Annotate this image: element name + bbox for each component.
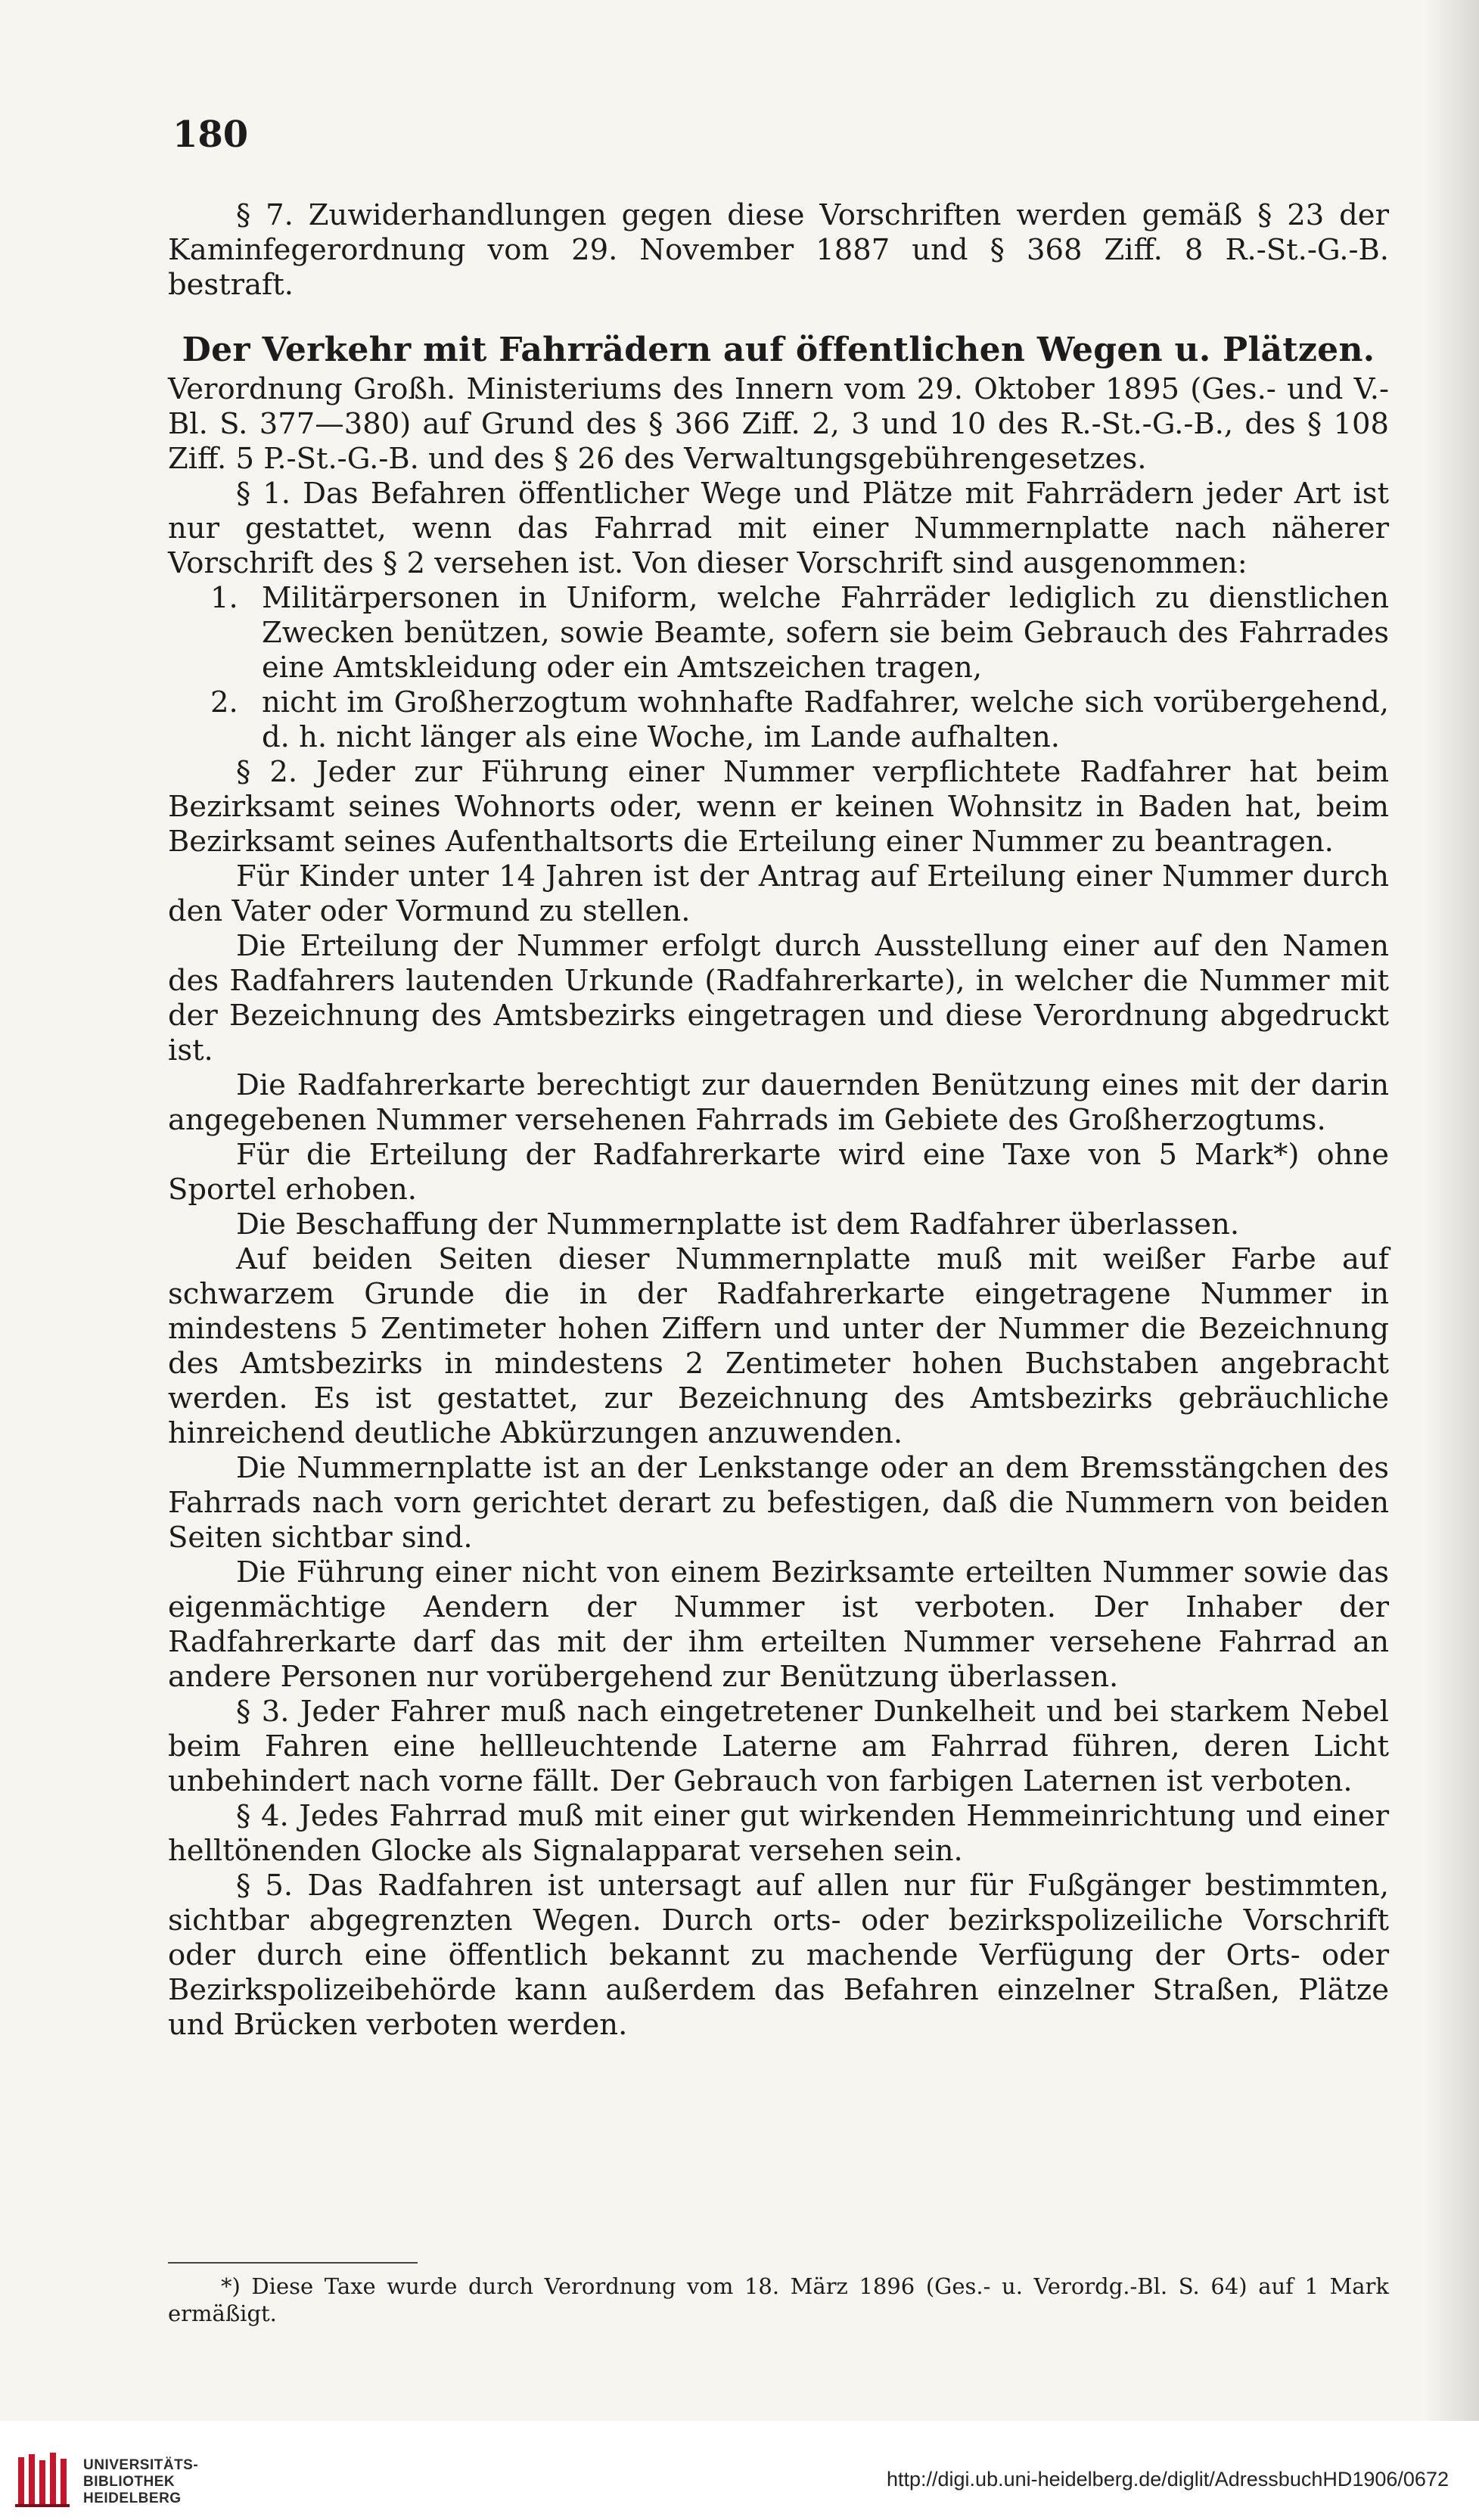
logo-line: BIBLIOTHEK [83,2474,176,2490]
list-item-text: nicht im Großherzogtum wohnhafte Radfahrer, welche sich vorübergehend, d. h. nicht länger als eine Woche, im Lande aufhalten. [262,685,1389,754]
paragraph-s4: § 4. Jedes Fahrrad muß mit einer gut wirkenden Hemmeinrichtung und einer helltönenden Glocke als Signalapparat versehen sein. [168,1799,1389,1868]
page-body [168,198,1389,2043]
paragraph-s1: § 1. Das Befahren öffentlicher Wege und Plätze mit Fahrrädern jeder Art ist nur gestattet, wenn das Fahrrad mit einer Nummernplatte nach näherer Vorschrift des § 2 versehen ist. Von dieser Vorschrift sind ausgenommen: [168,477,1389,580]
footnote-rule [168,2262,418,2264]
paragraph-s2-plate-mounting: Die Nummernplatte ist an der Lenkstange oder an dem Bremsstängchen des Fahrrads nach vorn gerichtet derart zu befestigen, daß die Nummern von beiden Seiten sichtbar sind. [168,1451,1389,1555]
logo-line: UNIVERSITÄTS- [83,2457,199,2473]
exemption-list [168,581,1389,755]
paragraph-s3: § 3. Jeder Fahrer muß nach eingetretener Dunkelheit und bei starkem Nebel beim Fahren eine hellleuchtende Laterne am Fahrrad führen, deren Licht unbehindert nach vorne fällt. Der Gebrauch von farbigen Laternen ist verboten. [168,1695,1389,1798]
paragraph-s2-plate-lettering: Auf beiden Seiten dieser Nummernplatte muß mit weißer Farbe auf schwarzem Grunde die in der Radfahrerkarte eingetragene Nummer in mindestens 5 Zentimeter hohen Ziffern und unter der Nummer die Bezeichnung des Amtsbezirks in mindestens 2 Zentimeter hohen Buchstaben angebracht werden. Es ist gestattet, zur Bezeichnung des Amtsbezirks gebräuchliche hinreichend deutliche Abkürzungen anzuwenden. [168,1242,1389,1450]
paragraph-s2-children: Für Kinder unter 14 Jahren ist der Antrag auf Erteilung einer Nummer durch den Vater oder Vormund zu stellen. [168,859,1389,928]
paragraph-s2-prohibition: Die Führung einer nicht von einem Bezirksamte erteilten Nummer sowie das eigenmächtige Aendern der Nummer ist verboten. Der Inhaber der Radfahrerkarte darf das mit der ihm erteilten Nummer versehene Fahrrad an andere Personen nur vorübergehend zur Benützung überlassen. [168,1555,1389,1694]
paragraph-s2-plate: Die Beschaffung der Nummernplatte ist dem Radfahrer überlassen. [236,1207,1240,1241]
paragraph-s5: § 5. Das Radfahren ist untersagt auf allen nur für Fußgänger bestimmten, sichtbar abgegrenzten Wegen. Durch orts- oder bezirkspolizeiliche Vorschrift oder durch eine öffentlich bekannt zu machende Verfügung der Orts- oder Bezirkspolizeibehörde kann außerdem das Befahren einzelner Straßen, Plätze und Brücken verboten werden. [168,1869,1389,2042]
paragraph-s2-issuance: Die Erteilung der Nummer erfolgt durch Ausstellung einer auf den Namen des Radfahrers lautenden Urkunde (Radfahrerkarte), in welcher die Nummer mit der Bezeichnung des Amtsbezirks eingetragen und diese Verordnung abgedruckt ist. [168,929,1389,1067]
library-logo-icon [14,2450,74,2510]
ordinance-intro: Verordnung Großh. Ministeriums des Innern vom 29. Oktober 1895 (Ges.- und V.-Bl. S. 377—380) auf Grund des § 366 Ziff. 2, 3 und 10 des R.-St.-G.-B., des § 108 Ziff. 5 P.-St.-G.-B. und des § 26 des Verwaltungsgebührengesetzes. [168,372,1389,476]
section-7-paragraph: § 7. Zuwiderhandlungen gegen diese Vorschriften werden gemäß § 23 der Kaminfegerordnung vom 29. November 1887 und § 368 Ziff. 8 R.-St.-G.-B. bestraft. [168,198,1389,302]
list-item [168,685,1389,755]
paragraph-s2: § 2. Jeder zur Führung einer Nummer verpflichtete Radfahrer hat beim Bezirksamt seines Wohnorts oder, wenn er keinen Wohnsitz in Baden hat, beim Bezirksamt seines Aufenthaltsorts die Erteilung einer Nummer zu beantragen. [168,755,1389,859]
list-item [168,581,1389,685]
page-number: 180 [172,113,249,156]
paragraph-s2-fee: Für die Erteilung der Radfahrerkarte wird eine Taxe von 5 Mark*) ohne Sportel erhoben. [168,1138,1389,1207]
list-item-text: Militärpersonen in Uniform, welche Fahrräder lediglich zu dienstlichen Zwecken benützen, sowie Beamte, sofern sie beim Gebrauch des Fahrrades eine Amtskleidung oder ein Amtszeichen tragen, [262,581,1389,685]
list-item-number: 2. [210,685,238,719]
library-logo-text [83,2457,198,2507]
footnote: *) Diese Taxe wurde durch Verordnung vom 18. März 1896 (Ges.- u. Verordg.-Bl. S. 64) auf 1 Mark ermäßigt. [168,2273,1389,2326]
paragraph-s2-validity: Die Radfahrerkarte berechtigt zur dauernden Benützung eines mit der darin angegebenen Nummer versehenen Fahrrads im Gebiete des Großherzogtums. [168,1068,1389,1137]
section-heading: Der Verkehr mit Fahrrädern auf öffentlichen Wegen u. Plätzen. [182,331,1375,369]
page-edge-shadow [1426,0,1479,2421]
list-item-number: 1. [210,581,238,615]
logo-line: HEIDELBERG [83,2490,182,2506]
source-url-link[interactable]: http://digi.ub.uni-heidelberg.de/diglit/AdressbuchHD1906/0672 [886,2468,1449,2490]
